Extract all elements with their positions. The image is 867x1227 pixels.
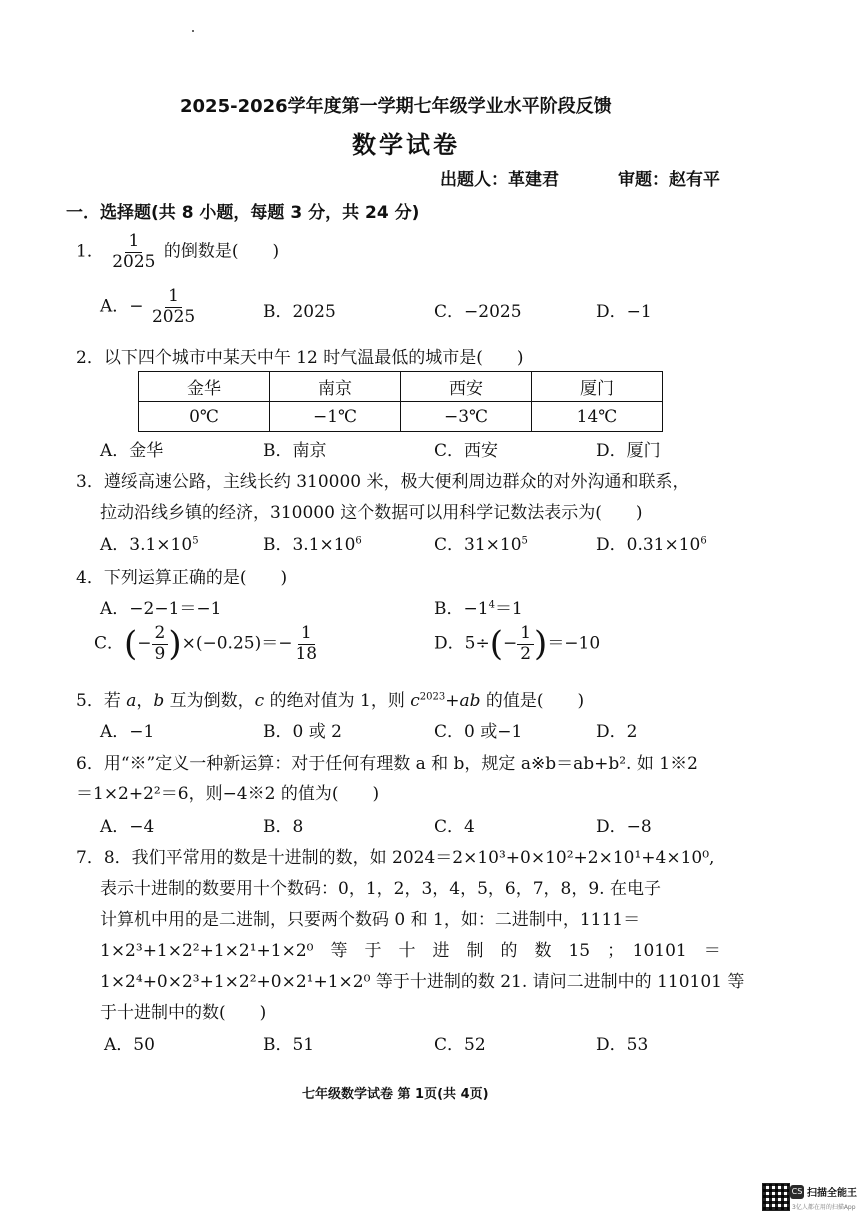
table-cell: 南京 — [270, 372, 401, 402]
question-text: 的倒数是( ) — [163, 241, 280, 262]
fraction-denominator: 2025 — [151, 306, 196, 327]
question-7-line-4: 1×2³+1×2²+1×2¹+1×2⁰ 等 于 十 进 制 的 数 15 ； 10101 ＝ — [100, 941, 721, 961]
option-text: A．3.1×10 — [100, 535, 193, 555]
question-text: + — [445, 691, 460, 711]
q2-option-d: D．厦门 — [596, 441, 661, 461]
q6-option-a: A．−4 — [100, 817, 155, 837]
question-7-line-5: 1×2⁴+0×2³+1×2²+0×2¹+1×2⁰ 等于十进制的数 21. 请问二进制中的 110101 等 — [100, 972, 745, 992]
fraction-denominator: 9 — [154, 643, 166, 664]
question-7-line-1: 7．8．我们平常用的数是十进制的数，如 2024＝2×10³+0×10²+2×10¹+4×10⁰, — [76, 848, 715, 868]
fraction — [149, 287, 198, 327]
fraction-numerator: 1 — [517, 624, 534, 645]
variable: ab — [459, 691, 481, 711]
minus-sign: − — [129, 296, 144, 317]
fraction — [109, 232, 158, 272]
q3-option-a — [100, 530, 199, 555]
fraction — [517, 624, 534, 664]
question-text: 的值是( ) — [480, 691, 585, 711]
q7-option-d: D．53 — [596, 1035, 649, 1055]
option-text: C．31×10 — [434, 535, 522, 555]
q5-option-a: A．−1 — [100, 722, 155, 742]
option-label: A． — [100, 296, 130, 317]
q4-option-b — [434, 594, 523, 619]
fraction-denominator: 2 — [520, 643, 532, 664]
variable: c — [410, 691, 420, 711]
q7-option-b: B．51 — [263, 1035, 315, 1055]
q4-option-a: A．−2−1＝−1 — [100, 599, 222, 619]
q3-option-b — [263, 530, 362, 555]
table-header-row — [139, 372, 663, 402]
question-6-line-1: 6．用“※”定义一种新运算：对于任何有理数 a 和 b，规定 a※b＝ab+b². 如 1※2 — [76, 754, 698, 774]
table-row — [139, 402, 663, 432]
q5-option-d: D．2 — [596, 722, 638, 742]
exponent: 2023 — [419, 691, 446, 703]
table-cell: 西安 — [401, 372, 532, 402]
q7-option-a: A．50 — [104, 1035, 155, 1055]
q6-option-b: B．8 — [263, 817, 304, 837]
fraction — [152, 624, 169, 664]
question-text: 互为倒数， — [164, 691, 255, 711]
q1-option-d: D．−1 — [596, 302, 652, 322]
option-text: ＝1 — [494, 599, 523, 619]
scanner-sublabel: 3亿人都在用的扫描App — [792, 1204, 856, 1211]
exponent: 4 — [488, 599, 495, 611]
question-7-line-3: 计算机中用的是二进制，只要两个数码 0 和 1，如：二进制中，1111＝ — [100, 910, 641, 930]
question-3-line-2: 拉动沿线乡镇的经济，310000 这个数据可以用科学记数法表示为( ) — [100, 503, 643, 523]
question-7-line-6: 于十进制中的数( ) — [100, 1003, 267, 1023]
table-cell: −3℃ — [401, 402, 532, 432]
setter-label: 出题人：革建君 — [440, 170, 559, 190]
right-paren: ) — [168, 624, 182, 665]
question-5 — [76, 686, 584, 711]
fraction-numerator: 1 — [125, 232, 142, 253]
question-7-line-2: 表示十进制的数要用十个数码：0，1，2，3，4，5，6，7，8，9. 在电子 — [100, 879, 661, 899]
option-text: ×(−0.25)＝− — [181, 633, 293, 654]
option-label: C． — [94, 633, 125, 654]
section-heading: 一．选择题(共 8 小题，每题 3 分，共 24 分) — [66, 203, 420, 223]
option-text: B．3.1×10 — [263, 535, 356, 555]
q6-option-c: C．4 — [434, 817, 475, 837]
scanner-label: 扫描全能王 — [807, 1188, 857, 1199]
fraction-denominator: 18 — [295, 643, 318, 664]
q2-option-a: A．金华 — [100, 441, 164, 461]
option-label: D．5÷ — [434, 633, 490, 654]
table-cell: −1℃ — [270, 402, 401, 432]
question-number: 1． — [76, 241, 104, 262]
right-paren: ) — [534, 624, 548, 665]
q4-option-c — [94, 624, 320, 664]
q2-option-c: C．西安 — [434, 441, 499, 461]
scanner-logo-icon: CS — [790, 1185, 804, 1199]
question-2: 2．以下四个城市中某天中午 12 时气温最低的城市是( ) — [76, 348, 524, 368]
exam-title: 2025-2026学年度第一学期七年级学业水平阶段反馈 — [180, 96, 612, 117]
fraction-numerator: 1 — [298, 624, 315, 645]
option-text: ＝−10 — [547, 633, 601, 654]
q2-option-b: B．南京 — [263, 441, 327, 461]
qr-code-icon — [762, 1183, 790, 1211]
table-cell: 金华 — [139, 372, 270, 402]
q4-option-d — [434, 624, 600, 664]
subject-title: 数学试卷 — [352, 131, 460, 159]
q5-option-b: B．0 或 2 — [263, 722, 342, 742]
question-text: ， — [136, 691, 154, 711]
variable: a — [126, 691, 137, 711]
q6-option-d: D．−8 — [596, 817, 652, 837]
fraction-numerator: 2 — [152, 624, 169, 645]
fraction — [292, 624, 320, 664]
minus-sign: − — [137, 633, 152, 654]
variable: b — [153, 691, 165, 711]
page-footer: 七年级数学试卷 第 1页(共 4页) — [302, 1087, 489, 1102]
option-text: D．0.31×10 — [596, 535, 701, 555]
fraction-numerator: 1 — [165, 287, 182, 308]
exponent: 6 — [700, 535, 707, 547]
variable: c — [254, 691, 265, 711]
fraction-denominator: 2025 — [112, 251, 156, 272]
q5-option-c: C．0 或−1 — [434, 722, 523, 742]
question-3-line-1: 3．遵绥高速公路，主线长约 310000 米，极大便利周边群众的对外沟通和联系， — [76, 472, 690, 492]
q7-option-c: C．52 — [434, 1035, 486, 1055]
q1-option-b: B．2025 — [263, 302, 336, 322]
q1-option-a — [100, 287, 198, 327]
question-text: 5．若 — [76, 691, 127, 711]
table-cell: 14℃ — [532, 402, 663, 432]
exponent: 6 — [355, 535, 362, 547]
q3-option-d — [596, 530, 707, 555]
exponent: 5 — [521, 535, 528, 547]
question-text: 的绝对值为 1，则 — [264, 691, 411, 711]
question-6-line-2: ＝1×2+2²＝6，则−4※2 的值为( ) — [76, 784, 380, 804]
option-text: B．−1 — [434, 599, 489, 619]
left-paren: ( — [489, 624, 503, 665]
reviewer-label: 审题：赵有平 — [618, 170, 720, 190]
temperature-table — [138, 371, 663, 432]
question-4: 4．下列运算正确的是( ) — [76, 568, 288, 588]
scan-speck — [192, 30, 194, 32]
question-1 — [76, 232, 279, 272]
q3-option-c — [434, 530, 528, 555]
table-cell: 0℃ — [139, 402, 270, 432]
exponent: 5 — [192, 535, 199, 547]
q1-option-c: C．−2025 — [434, 302, 522, 322]
left-paren: ( — [124, 624, 138, 665]
table-cell: 厦门 — [532, 372, 663, 402]
minus-sign: − — [502, 633, 518, 654]
